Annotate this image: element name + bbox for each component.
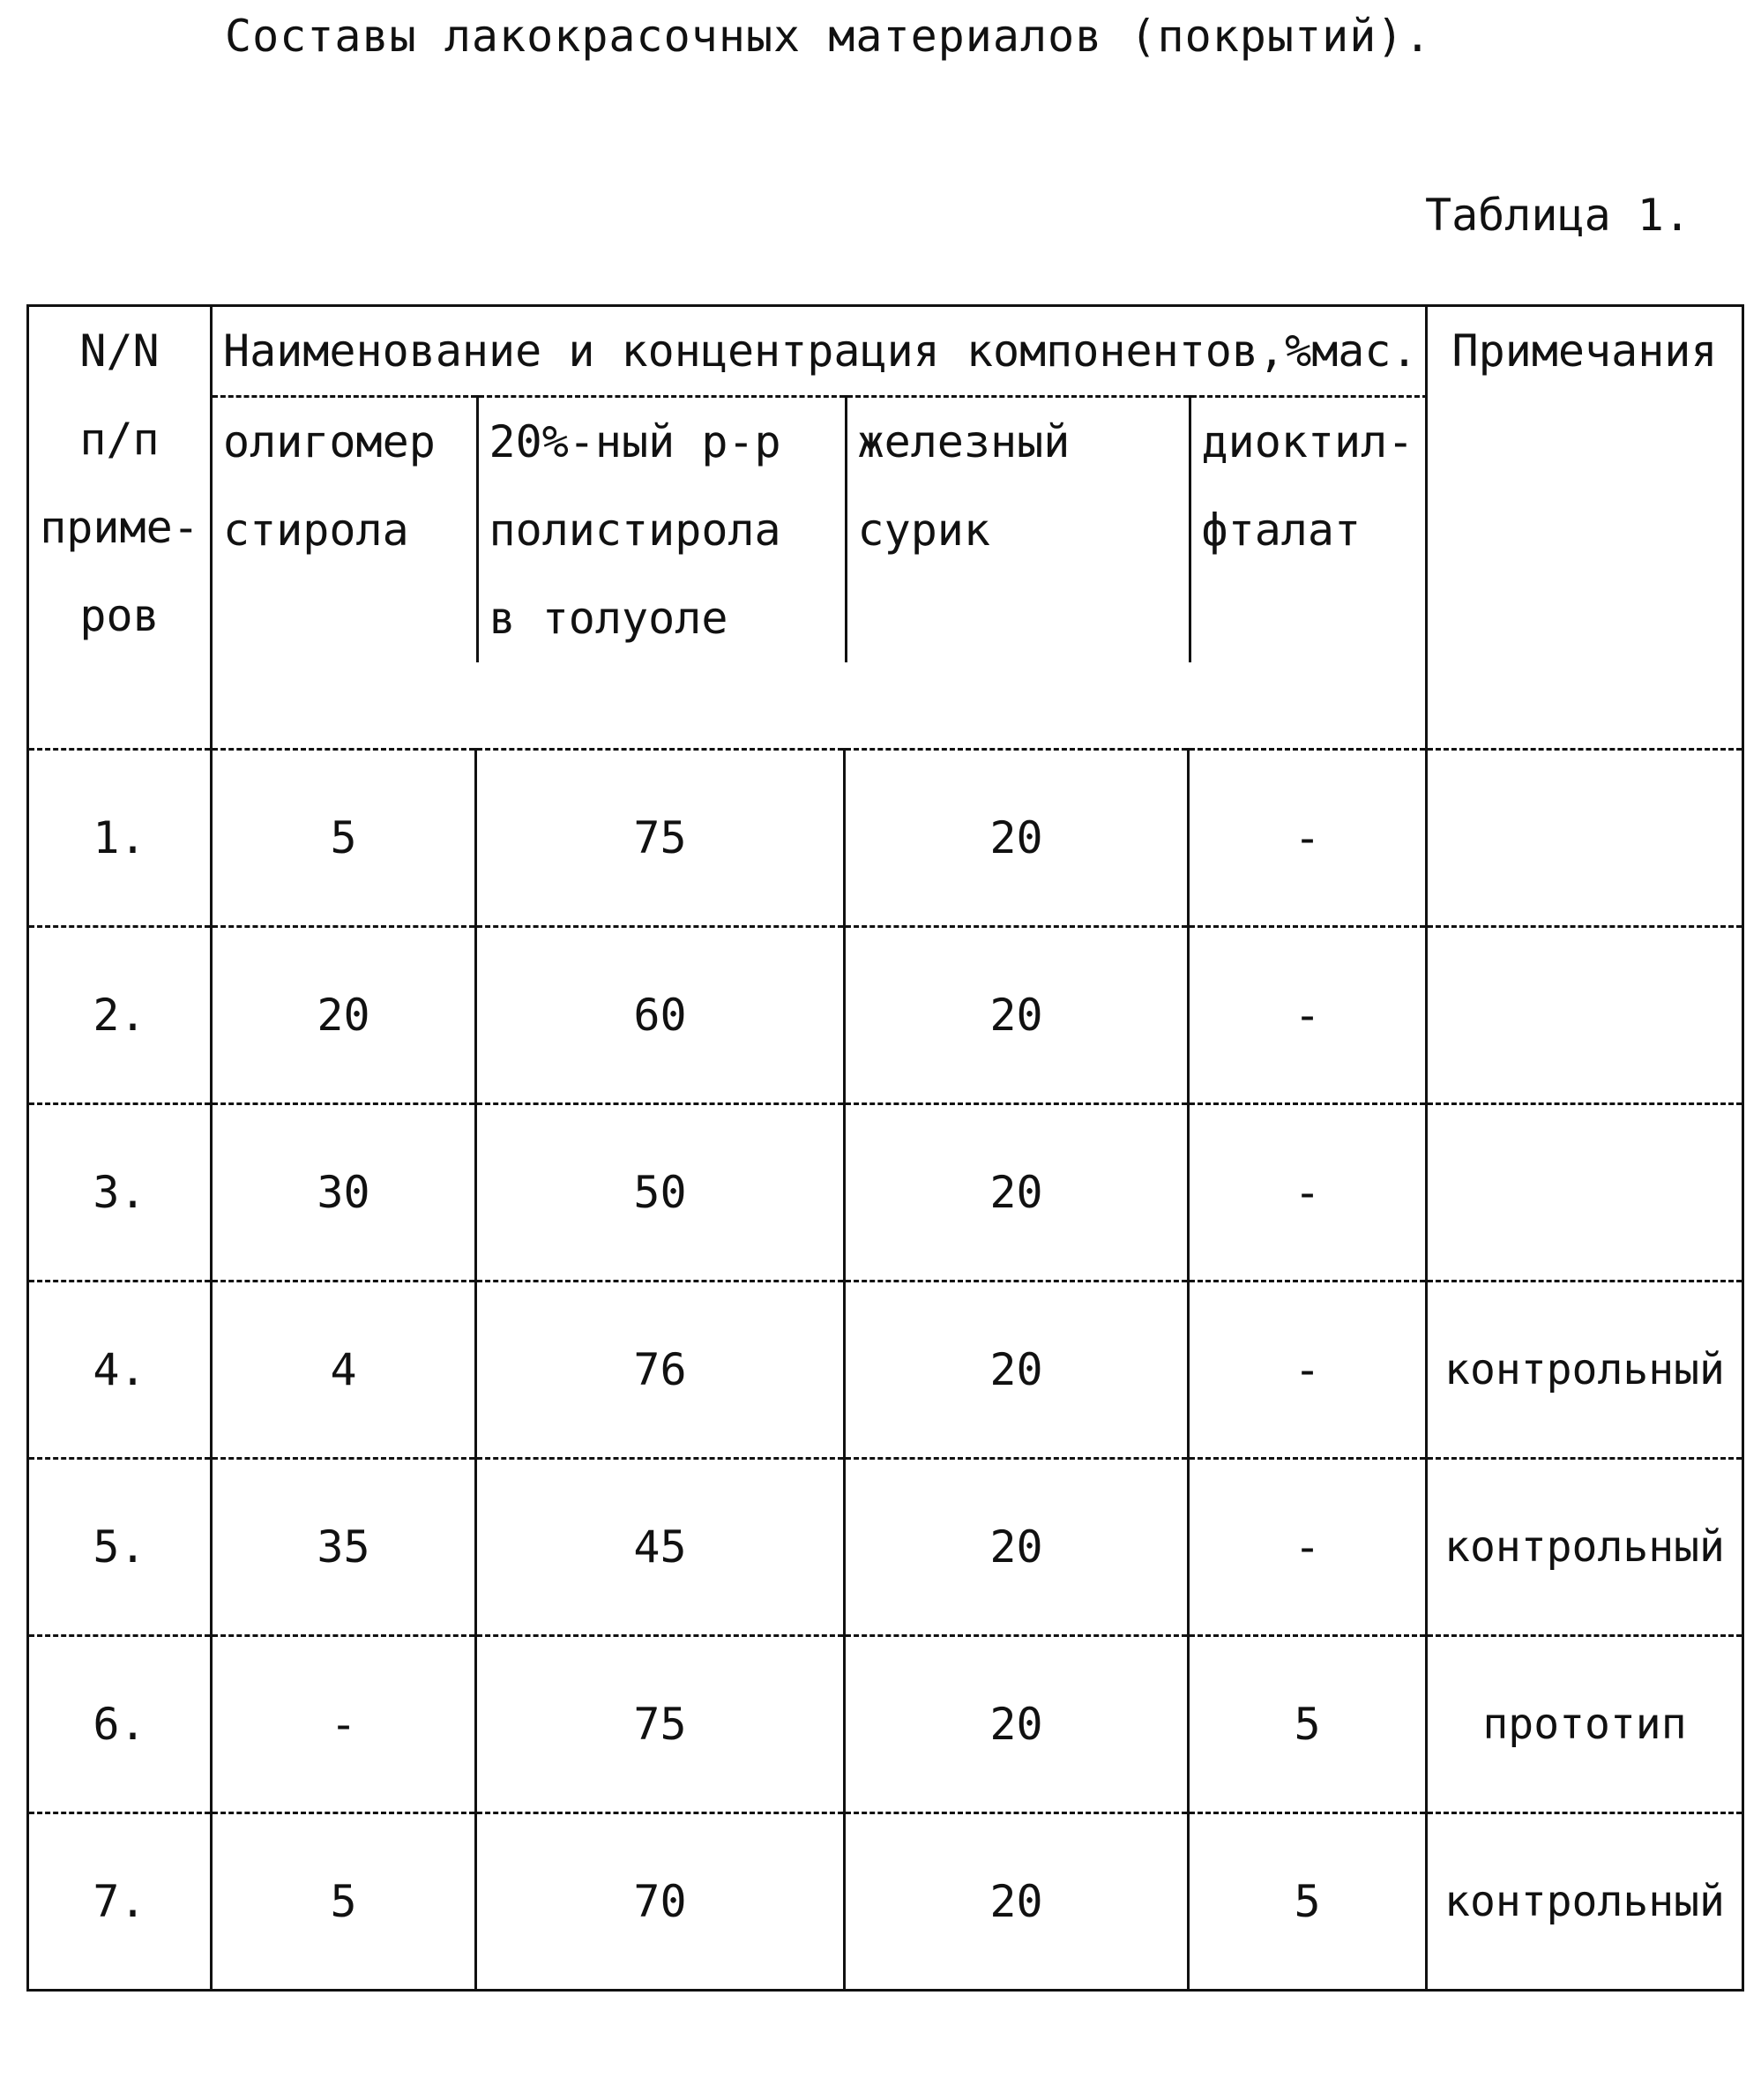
row-num: 6. <box>28 1636 212 1813</box>
row-dioctyl: 5 <box>1189 1813 1427 1991</box>
table-row <box>28 750 1743 927</box>
row-num: 3. <box>28 1104 212 1282</box>
row-minium: 20 <box>845 927 1189 1104</box>
row-polystyrene: 50 <box>476 1104 845 1282</box>
header-col-polystyrene-line: в толуоле <box>489 593 728 644</box>
table-row <box>28 1813 1743 1991</box>
row-polystyrene: 70 <box>476 1813 845 1991</box>
row-note: контрольный <box>1427 1459 1743 1636</box>
row-num: 1. <box>28 750 212 927</box>
header-components-cell <box>212 306 1427 750</box>
header-col-minium-line: сурик <box>857 504 991 556</box>
table-row <box>28 1636 1743 1813</box>
row-dioctyl: - <box>1189 1282 1427 1459</box>
header-col-polystyrene-line: полистирола <box>489 504 781 556</box>
header-col-oligomer-line: стирола <box>223 504 409 556</box>
row-dioctyl: - <box>1189 1459 1427 1636</box>
row-polystyrene: 75 <box>476 1636 845 1813</box>
table-row <box>28 927 1743 1104</box>
header-notes-cell <box>1427 306 1743 750</box>
row-minium: 20 <box>845 1813 1189 1991</box>
header-col-oligomer <box>213 397 477 663</box>
header-num-line: ров <box>79 590 160 641</box>
header-col-minium <box>846 397 1190 663</box>
header-component-subtable <box>213 395 1428 662</box>
header-notes: Примечания <box>1451 325 1718 377</box>
row-oligomer: 20 <box>212 927 476 1104</box>
header-col-polystyrene <box>477 397 846 663</box>
row-num: 7. <box>28 1813 212 1991</box>
composition-table <box>26 304 1744 1992</box>
header-group-title: Наименование и концентрация компонентов,%мас. <box>223 325 1418 377</box>
header-row <box>28 306 1743 750</box>
row-polystyrene: 60 <box>476 927 845 1104</box>
row-note <box>1427 927 1743 1104</box>
table-row <box>28 1459 1743 1636</box>
table-row <box>28 1282 1743 1459</box>
row-note <box>1427 1104 1743 1282</box>
row-num: 5. <box>28 1459 212 1636</box>
row-note: прототип <box>1427 1636 1743 1813</box>
row-polystyrene: 76 <box>476 1282 845 1459</box>
header-num-line: приме- <box>40 502 199 553</box>
row-minium: 20 <box>845 750 1189 927</box>
header-col-dioctyl-line: диоктил- <box>1201 416 1414 467</box>
row-oligomer: 5 <box>212 750 476 927</box>
row-note: контрольный <box>1427 1282 1743 1459</box>
row-dioctyl: - <box>1189 1104 1427 1282</box>
row-num: 4. <box>28 1282 212 1459</box>
row-oligomer: - <box>212 1636 476 1813</box>
row-minium: 20 <box>845 1636 1189 1813</box>
header-num-cell <box>28 306 212 750</box>
header-num-line: п/п <box>79 414 160 465</box>
table-row <box>28 1104 1743 1282</box>
row-oligomer: 5 <box>212 1813 476 1991</box>
header-col-oligomer-line: олигомер <box>223 416 436 467</box>
row-polystyrene: 45 <box>476 1459 845 1636</box>
header-col-polystyrene-line: 20%-ный р-р <box>489 416 781 467</box>
row-minium: 20 <box>845 1459 1189 1636</box>
header-num-line: N/N <box>79 325 160 377</box>
row-dioctyl: - <box>1189 750 1427 927</box>
row-note: контрольный <box>1427 1813 1743 1991</box>
header-col-minium-line: железный <box>857 416 1071 467</box>
header-col-dioctyl-line: фталат <box>1201 504 1362 556</box>
row-polystyrene: 75 <box>476 750 845 927</box>
row-dioctyl: 5 <box>1189 1636 1427 1813</box>
row-oligomer: 35 <box>212 1459 476 1636</box>
row-minium: 20 <box>845 1282 1189 1459</box>
row-note <box>1427 750 1743 927</box>
header-col-dioctyl <box>1190 397 1428 663</box>
row-num: 2. <box>28 927 212 1104</box>
row-minium: 20 <box>845 1104 1189 1282</box>
row-oligomer: 30 <box>212 1104 476 1282</box>
row-dioctyl: - <box>1189 927 1427 1104</box>
table-label: Таблица 1. <box>1424 190 1690 241</box>
row-oligomer: 4 <box>212 1282 476 1459</box>
document-title: Составы лакокрасочных материалов (покрытий). <box>225 11 1432 62</box>
